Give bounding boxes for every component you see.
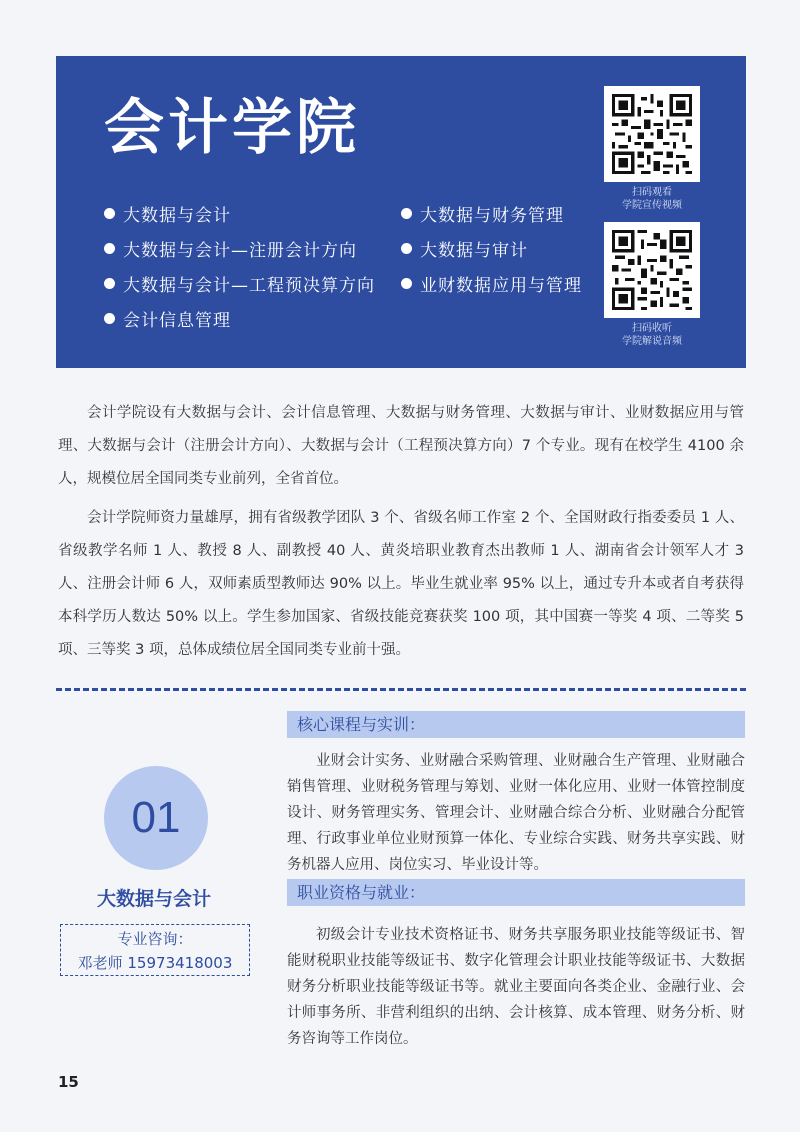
section-divider [56,688,746,691]
section-text-career: 初级会计专业技术资格证书、财务共享服务职业技能等级证书、智能财税职业技能等级证书、数字化管理会计职业技能等级证书、大数据财务分析职业技能等级证书等。就业主要面向各类企业、金融行业、会计师事务所、非营利组织的出纳、会计核算、成本管理、财务分析、财务咨询等工作岗位。 [287,927,745,1047]
bullet-icon [104,243,115,254]
major-item: 大数据与会计—注册会计方向 [104,231,375,266]
bullet-icon [401,208,412,219]
college-introduction [58,397,744,673]
major-list-left [104,196,375,336]
major-name: 大数据与会计 [96,888,211,910]
section-title-courses: 核心课程与实训： [287,711,745,738]
qr-video-block [604,86,700,212]
bullet-icon [104,313,115,324]
intro-paragraph: 会计学院师资力量雄厚，拥有省级教学团队 3 个、省级名师工作室 2 个、全国财政行指委委员 1 人、省级教学名师 1 人、教授 8 人、副教授 40 人、黄炎培职业教育杰出教师 1 人、湖南省会计领军人才 3 人、注册会计师 6 人，双师素质型教师达 90% 以上。毕业生就业率 95% 以上，通过专升本或者自考获得本科学历人数达 50% 以上。学生参加国家、省级技能竞赛获奖 100 项，其中国赛一等奖 4 项、二等奖 5 项、三等奖 3 项，总体成绩位居全国同类专业前十强。 [58,510,744,658]
qr-caption: 扫码观看 学院宣传视频 [622,187,682,211]
qr-caption: 扫码收听 学院解说音频 [622,323,682,347]
college-title: 会计学院 [104,93,360,163]
consult-contact: 邓老师 15973418003 [77,954,233,972]
bullet-icon [401,278,412,289]
qr-code-icon[interactable] [604,222,700,318]
major-item: 业财数据应用与管理 [401,266,582,301]
section-title-career: 职业资格与就业： [287,879,745,906]
section-text-courses: 业财会计实务、业财融合采购管理、业财融合生产管理、业财融合销售管理、业财税务管理与筹划、业财一体化应用、业财一体管控制度设计、财务管理实务、管理会计、业财融合综合分析、业财融合分配管理、行政事业单位业财预算一体化、专业综合实践、财务共享实践、财务机器人应用、岗位实习、毕业设计等。 [287,753,745,873]
consult-label: 专业咨询： [117,930,193,948]
page-number: 15 [58,1073,79,1091]
bullet-icon [401,243,412,254]
major-item: 大数据与会计—工程预决算方向 [104,266,375,301]
qr-audio-block [604,222,700,348]
header-banner [56,56,746,368]
major-item: 大数据与审计 [401,231,582,266]
qr-code-icon[interactable] [604,86,700,182]
bullet-icon [104,208,115,219]
major-item: 会计信息管理 [104,301,375,336]
bullet-icon [104,278,115,289]
consult-box [60,924,250,976]
major-list-right [401,196,582,301]
major-item: 大数据与会计 [104,196,375,231]
major-item: 大数据与财务管理 [401,196,582,231]
intro-paragraph: 会计学院设有大数据与会计、会计信息管理、大数据与财务管理、大数据与审计、业财数据应用与管理、大数据与会计（注册会计方向）、大数据与会计（工程预决算方向）7 个专业。现有在校学生 4100 余人，规模位居全国同类专业前列，全省首位。 [58,405,744,487]
major-number-badge: 01 [104,766,208,870]
